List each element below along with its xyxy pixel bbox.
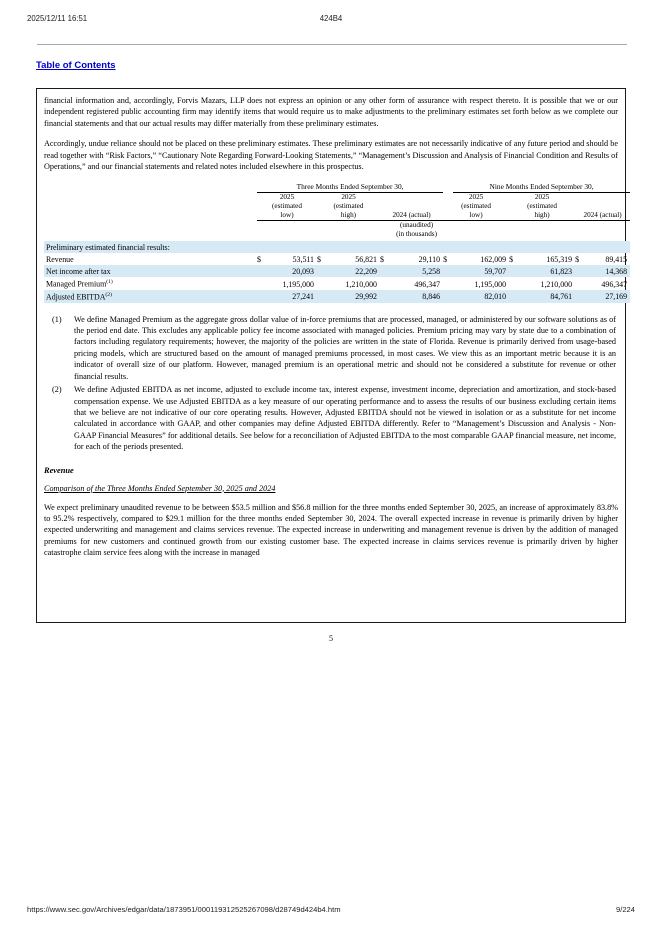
in-thousands-label: (in thousands) (396, 229, 437, 238)
currency-symbol: $ (575, 254, 580, 264)
currency-spacer (257, 290, 267, 303)
revenue-paragraph: We expect preliminary unaudited revenue to be between $53.5 million and $56.8 million for the three months ended September 30, 2025, an increase of approximately 83.8% to 95.2% respectively, compared to $29.1 million for the three months ended September 30, 2024. The overall expected increase in revenue is primarily driven by higher expected underwriting and management and claims services revenue. The expected increase in underwriting and management revenue is driven by the addition of managed premiums for new customers and continued growth from our existing customer base. The expected increase in claims services revenue is primarily driven by higher catastrophe claim service fees along with the increase in managed (44, 502, 618, 558)
footnote-marker: (2) (105, 291, 112, 298)
print-header (0, 14, 662, 28)
currency-spacer (257, 277, 267, 290)
column-header-q3-2025-high (317, 193, 380, 221)
header-divider (37, 44, 627, 45)
cell-managed-premium-q3-2024-actual: 496,347 (414, 279, 441, 289)
table-row (44, 277, 630, 290)
cell-net-income-ytd-2024-actual: 14,368 (605, 266, 628, 276)
intro-paragraph-1: financial information and, accordingly, Forvis Mazars, LLP does not express an opinion or any other form of assurance with respect thereto. It is possible that we or our independent registered public accounting firm may identify items that would require us to make adjustments to the preliminary estimates set forth below as we complete our financial statements and that our actual results may differ materially from these preliminary estimates. (44, 96, 618, 128)
currency-spacer (509, 265, 519, 277)
table-column-header-row (44, 193, 630, 221)
col-head-line-2: (estimated (461, 202, 492, 211)
cell-adjusted-ebitda-q3-2025-low: 27,241 (292, 292, 314, 302)
cell-revenue-ytd-2025-low: 162,009 (480, 254, 507, 264)
cell-adjusted-ebitda-ytd-2025-high: 84,761 (550, 292, 573, 302)
section-header-label: Preliminary estimated financial results: (46, 242, 170, 252)
cell-net-income-ytd-2025-low: 59,707 (484, 266, 507, 276)
cell-adjusted-ebitda-ytd-2025-low: 82,010 (484, 292, 507, 302)
currency-symbol: $ (380, 254, 384, 264)
currency-symbol: $ (257, 254, 261, 264)
group-header-three-months: Three Months Ended September 30, (257, 182, 443, 193)
empty-corner-cell (44, 182, 257, 193)
table-row (44, 265, 630, 277)
currency-symbol: $ (509, 254, 514, 264)
cell-adjusted-ebitda-ytd-2024-actual: 27,169 (605, 292, 628, 302)
row-label-net-income-after-tax: Net income after tax (46, 266, 111, 276)
column-header-q3-2025-low (257, 193, 317, 221)
currency-spacer (443, 290, 453, 303)
column-header-ytd-2024-actual: 2024 (actual) (575, 193, 630, 221)
cell-net-income-ytd-2025-high: 61,823 (550, 266, 573, 276)
footnote-marker-1: (1) (52, 314, 62, 324)
cell-revenue-ytd-2024-actual: 89,415 (605, 254, 628, 264)
print-form-type: 424B4 (319, 14, 343, 23)
cell-managed-premium-ytd-2025-high: 1,210,000 (540, 279, 573, 289)
currency-symbol: $ (443, 254, 448, 264)
footnote-text-1: We define Managed Premium as the aggregate gross dollar value of in-force premiums that are processed, managed, or administered by our software solutions as of the period end date. This excludes any applicable policy fee income associated with managed policies. Premium pricing may vary by state due to a combination of factors including regulatory requirements; however, the majority of the policies are written in the state of Florida. Revenue is primarily derived from usage-based pricing models, which are structured based on the amount of managed premiums processed, in most cases. We view this as an important metric because it is an indicator of overall size of our platform. However, managed premium is an operational metric and should not be considered a substitute for revenue or other financial results. (74, 314, 616, 381)
col-head-line-3: low) (280, 210, 294, 219)
table-section-header-row (44, 241, 630, 253)
currency-spacer (509, 277, 519, 290)
document-content-box (36, 88, 626, 623)
unaudited-note-spacer (44, 221, 380, 239)
currency-spacer (380, 277, 390, 290)
page-indicator: 9/224 (615, 905, 635, 914)
table-of-contents-link[interactable]: Table of Contents (36, 60, 116, 71)
group-header-nine-months: Nine Months Ended September 30, (453, 182, 630, 193)
col-head-line-2: (estimated (333, 202, 364, 211)
currency-spacer (380, 265, 390, 277)
unaudited-note-spacer-right (453, 221, 630, 239)
col-head-line-3: high) (534, 210, 550, 219)
currency-spacer (443, 265, 453, 277)
currency-spacer (317, 277, 327, 290)
cell-managed-premium-q3-2025-low: 1,195,000 (282, 279, 314, 289)
footnote-marker-2: (2) (52, 385, 62, 395)
print-footer (0, 905, 662, 919)
cell-net-income-q3-2025-high: 22,209 (355, 266, 377, 276)
currency-symbol: $ (317, 254, 321, 264)
cell-revenue-q3-2025-high: 56,821 (355, 254, 377, 264)
empty-label-header-cell (44, 193, 257, 221)
currency-spacer (575, 265, 585, 277)
table-row (44, 253, 630, 265)
intro-paragraph-2: Accordingly, undue reliance should not be placed on these preliminary estimates. These preliminary estimates are not necessarily indicative of any future period and should be read together with “Risk Factors,” “Cautionary Note Regarding Forward-Looking Statements,” “Management’s Discussion and Analysis of Financial Condition and Results of Operations,” and our financial statements and related notes included elsewhere in this prospectus. (44, 139, 618, 172)
table-group-header-row (44, 182, 630, 193)
currency-spacer (317, 290, 327, 303)
cell-managed-premium-ytd-2025-low: 1,195,000 (474, 279, 507, 289)
unaudited-note (380, 221, 453, 239)
cell-net-income-q3-2024-actual: 5,258 (422, 266, 441, 276)
col-head-line-2: (estimated (527, 202, 558, 211)
currency-spacer (575, 277, 585, 290)
row-label-text: Adjusted EBITDA (46, 292, 106, 302)
col-head-line-3: low) (469, 210, 483, 219)
col-head-line-1: 2025 (279, 193, 295, 202)
currency-spacer (575, 290, 585, 303)
col-head-line-1: 2025 (341, 193, 356, 202)
cell-managed-premium-ytd-2024-actual: 496,347 (601, 279, 628, 289)
col-head-line-1: 2025 (468, 193, 484, 202)
group-gap-cell (443, 182, 453, 193)
column-header-ytd-2025-low (443, 193, 509, 221)
col-head-line-3: high) (340, 210, 357, 219)
col-head-line-2: (estimated (272, 202, 302, 211)
cell-net-income-q3-2025-low: 20,093 (292, 266, 314, 276)
row-label-revenue: Revenue (46, 254, 74, 264)
currency-spacer (380, 290, 390, 303)
preliminary-financial-results-table (44, 182, 630, 302)
source-url: https://www.sec.gov/Archives/edgar/data/1873951/000119312525267098/d28749d424b4.htm (27, 905, 341, 914)
table-row (44, 290, 630, 303)
unaudited-label: (unaudited) (399, 221, 434, 230)
table-unaudited-note-row (44, 221, 630, 239)
cell-adjusted-ebitda-q3-2025-high: 29,992 (355, 292, 377, 302)
cell-revenue-q3-2025-low: 53,511 (292, 254, 314, 264)
revenue-section-title: Revenue (44, 465, 74, 475)
footnote-item (44, 384, 618, 452)
currency-spacer (257, 265, 267, 277)
footnote-marker: (1) (106, 278, 113, 285)
currency-spacer (443, 277, 453, 290)
row-label-text: Managed Premium (46, 279, 107, 289)
footnote-item (44, 314, 618, 382)
cell-revenue-ytd-2025-high: 165,319 (546, 254, 573, 264)
column-header-ytd-2025-high (509, 193, 575, 221)
footnote-text-2: We define Adjusted EBITDA as net income, adjusted to exclude income tax, interest expense, investment income, depreciation and amortization, and stock-based compensation expense. We use Adjusted EBITDA as a key measure of our operating performance and to assess the results of our business excluding certain items that we believe are not indicative of our core operating results. However, Adjusted EBITDA should not be viewed in isolation or as a substitute for net income calculated in accordance with GAAP, and other companies may define Adjusted EBITDA differently. Refer to “Management’s Discussion and Analysis - Non-GAAP Financial Measures” for additional details. See below for a reconciliation of Adjusted EBITDA to the most comparable GAAP financial measure, net income, for each of the periods presented. (74, 385, 616, 452)
currency-spacer (317, 265, 327, 277)
column-header-q3-2024-actual: 2024 (actual) (380, 193, 443, 221)
row-label-adjusted-ebitda (44, 290, 257, 303)
col-head-line-1: 2025 (534, 193, 550, 202)
revenue-comparison-subtitle: Comparison of the Three Months Ended September 30, 2025 and 2024 (44, 483, 276, 493)
page-number: 5 (329, 634, 333, 643)
row-label-managed-premium (44, 277, 257, 290)
table-footnotes (44, 314, 618, 453)
print-timestamp: 2025/12/11 16:51 (27, 14, 88, 23)
currency-spacer (509, 290, 519, 303)
cell-adjusted-ebitda-q3-2024-actual: 8,846 (422, 292, 441, 302)
cell-managed-premium-q3-2025-high: 1,210,000 (345, 279, 377, 289)
cell-revenue-q3-2024-actual: 29,110 (418, 254, 441, 264)
